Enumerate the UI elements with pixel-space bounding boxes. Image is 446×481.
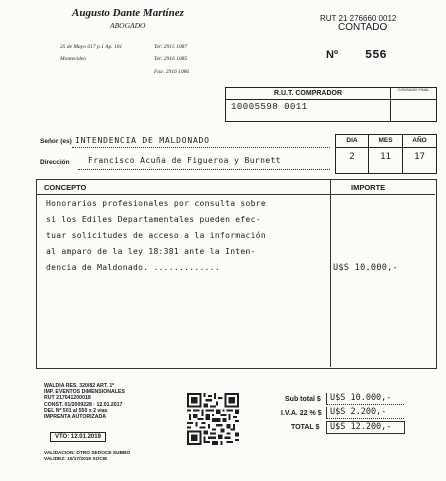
validation-info [44,451,164,463]
consumer-final-divider [390,99,391,121]
concept-line: tuar solicitudes de acceso a la información [46,231,267,240]
client-line [72,147,330,148]
total-value: U$S 12.200,- [326,421,405,434]
qr-code [187,393,239,445]
amount-column-line [330,179,331,367]
day-value: 2 [349,152,355,162]
issuer-phone-2: Tel: 2916 1085 [154,56,188,62]
subtotal-value: U$S 10.000,- [326,393,404,405]
month-value: 11 [380,152,391,162]
issuer-fax: Fax: 2916 1086 [154,69,190,75]
printer-authorization [44,383,154,420]
month-header: MES [369,135,402,148]
address-line [78,169,330,170]
line-amount: U$S 10.000,- [333,263,399,273]
table-header-line [36,194,435,195]
total-label: TOTAL $ [291,424,320,431]
client-label: Señor (es) [40,138,72,145]
footer-info-line: IMPRENTA AUTORIZADA [44,414,106,421]
issuer-title: ABOGADO [110,21,146,30]
expiry-date: VTO: 12.01.2019 [50,432,106,442]
address-label: Dirección [40,159,70,166]
date-box [335,134,437,174]
footer-info-line: IMP. EVENTOS DIMENSIONALES [44,389,125,396]
year-header: AÑO [403,135,436,148]
footer-info-line: DEL Nº 501 al 550 x 2 vias [44,407,108,414]
issuer-city: Montevideo [60,56,86,62]
consumer-final-header: CONSUMO FINAL [391,88,436,100]
amount-header: IMPORTE [351,183,386,192]
footer-info-line: RUT 217041200018 [44,395,91,402]
client-name: INTENDENCIA DE MALDONADO [75,136,210,145]
invoice-number-label: Nº [326,49,338,61]
footer-info-line: WALDIA RES. 320/82 ART. 1º [44,383,115,389]
issuer-phone-1: Tel: 2915 1087 [154,44,188,50]
concept-line: si los Ediles Departamentales pueden efec- [46,215,261,224]
subtotal-label: Sub total $ [285,396,321,403]
sale-type: CONTADO [338,22,388,33]
concept-line: Honorarios profesionales por consulta sobre [46,199,267,208]
issuer-name: Augusto Dante Martínez [72,7,184,19]
concept-line: al amparo de la ley 18:381 ante la Inten- [46,247,256,256]
day-header: DIA [336,135,368,148]
issuer-rut: RUT 21 276660 0012 [320,14,397,23]
year-value: 17 [414,152,425,162]
buyer-rut-header: R.U.T. COMPRADOR [226,88,391,100]
client-address: Francisco Acuña de Figueroa y Burnett [88,156,282,165]
concept-header: CONCEPTO [44,183,87,192]
iva-label: I.V.A. 22 % $ [281,410,322,417]
iva-value: U$S 2.200,- [326,407,404,419]
validation-line: VALIDEZ: 10/17/2019 SOCIE [44,456,108,462]
issuer-address: 25 de Mayo 617 p.1 Ap. 101 [60,44,123,50]
invoice-number: 556 [365,48,387,62]
validation-line: VALIDACION: DTRO SEDOCE SUBBO [44,451,131,456]
concept-line: dencia de Maldonado. ............. [46,263,220,272]
footer-info-line: CONST. 01/2009228 · 12.01.2017 [44,401,123,408]
buyer-rut-box [225,87,437,122]
buyer-rut-value: 10005598 0011 [231,102,308,112]
